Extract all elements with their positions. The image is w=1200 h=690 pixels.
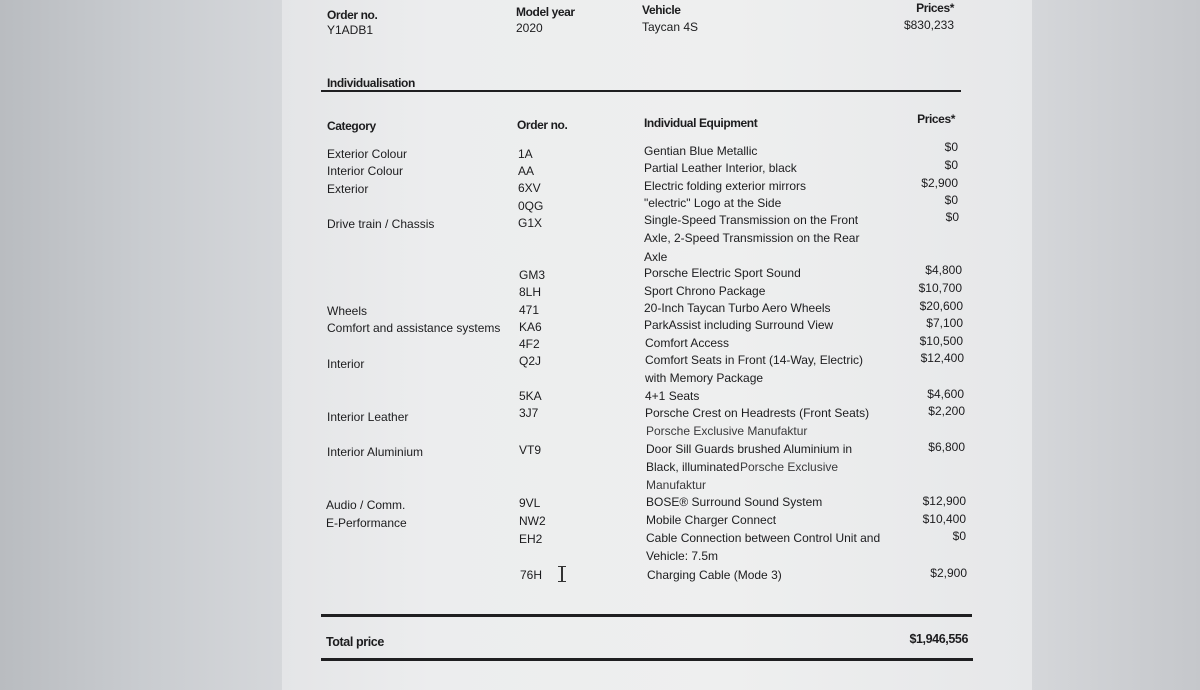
- equipment-line: "electric" Logo at the Side: [644, 196, 782, 210]
- text-cursor-icon: [557, 566, 567, 582]
- order-code: 471: [519, 303, 540, 317]
- vehicle-label: Vehicle: [642, 3, 681, 17]
- category-label: Drive train / Chassis: [327, 217, 435, 231]
- equipment-line: BOSE® Surround Sound System: [646, 495, 823, 509]
- price-value: $2,900: [930, 566, 967, 580]
- price-value: $2,900: [921, 176, 958, 190]
- price-value: $7,100: [926, 316, 963, 330]
- order-code: Q2J: [519, 354, 542, 368]
- category-label: Interior Leather: [327, 410, 409, 424]
- order-code: 5KA: [519, 389, 542, 403]
- equipment-line: 4+1 Seats: [645, 389, 700, 403]
- equipment-line: Cable Connection between Control Unit and: [646, 531, 881, 545]
- price-value: $0: [944, 140, 958, 154]
- equipment-line: Manufaktur: [646, 478, 707, 492]
- price-value: $20,600: [919, 299, 963, 313]
- prices-column-header: Prices*: [917, 112, 955, 126]
- order-code: AA: [518, 164, 535, 178]
- equipment-line: Axle: [644, 250, 668, 264]
- order-no-header-value: Y1ADB1: [327, 23, 374, 37]
- equipment-line: Axle, 2-Speed Transmission on the Rear: [644, 231, 860, 245]
- equipment-line: Door Sill Guards brushed Aluminium in: [646, 442, 853, 456]
- price-value: $0: [945, 210, 959, 224]
- price-value: $10,700: [918, 281, 962, 295]
- section-divider: [321, 90, 961, 92]
- equipment-line: with Memory Package: [645, 371, 764, 385]
- total-bottom-divider: [321, 658, 973, 661]
- order-code: 76H: [520, 568, 543, 582]
- equipment-line: Comfort Access: [645, 336, 730, 350]
- equipment-line: Black, illuminated: [646, 460, 740, 474]
- category-label: Exterior: [327, 182, 369, 196]
- equipment-line: Partial Leather Interior, black: [644, 161, 797, 175]
- price-value: $10,500: [919, 334, 963, 348]
- equipment-column-header: Individual Equipment: [644, 116, 758, 130]
- equipment-line: Porsche Electric Sport Sound: [644, 266, 801, 280]
- category-label: Wheels: [327, 304, 368, 318]
- order-no-column-header: Order no.: [517, 118, 568, 132]
- equipment-line: ParkAssist including Surround View: [644, 318, 834, 332]
- order-code: 9VL: [519, 496, 541, 510]
- price-value: $2,200: [928, 404, 965, 418]
- order-code: EH2: [519, 532, 543, 546]
- category-label: E-Performance: [326, 516, 407, 530]
- equipment-line: Comfort Seats in Front (14-Way, Electric): [645, 353, 864, 367]
- price-value: $0: [952, 529, 966, 543]
- order-no-header-label: Order no.: [327, 8, 378, 22]
- order-code: 6XV: [518, 181, 541, 195]
- model-year-label: Model year: [516, 5, 575, 19]
- equipment-line: Porsche Crest on Headrests (Front Seats): [645, 406, 870, 420]
- equipment-line: Sport Chrono Package: [644, 284, 766, 298]
- equipment-line: Vehicle: 7.5m: [646, 549, 719, 563]
- order-code: NW2: [519, 514, 546, 528]
- order-code: KA6: [519, 320, 542, 334]
- category-label: Audio / Comm.: [326, 498, 406, 512]
- order-code: 8LH: [519, 285, 542, 299]
- price-value: $12,900: [922, 494, 966, 508]
- category-label: Exterior Colour: [327, 147, 408, 161]
- total-price-label: Total price: [326, 635, 384, 649]
- order-code: G1X: [518, 216, 543, 230]
- order-code: 0QG: [518, 199, 544, 213]
- vehicle-value: Taycan 4S: [642, 20, 699, 34]
- category-label: Interior: [327, 357, 365, 371]
- category-label: Interior Aluminium: [327, 445, 424, 459]
- equipment-line: Porsche Exclusive: [740, 460, 839, 474]
- order-code: 3J7: [519, 406, 539, 420]
- equipment-line: Porsche Exclusive Manufaktur: [646, 424, 808, 438]
- price-value: $10,400: [922, 512, 966, 526]
- category-label: Comfort and assistance systems: [327, 321, 501, 335]
- price-value: $6,800: [928, 440, 965, 454]
- equipment-line: Mobile Charger Connect: [646, 513, 777, 527]
- category-label: Interior Colour: [327, 164, 404, 178]
- price-value: $4,600: [927, 387, 964, 401]
- equipment-line: Charging Cable (Mode 3): [647, 568, 782, 582]
- order-code: GM3: [519, 268, 546, 282]
- order-code: 1A: [518, 147, 533, 161]
- total-price-value: $1,946,556: [909, 632, 968, 646]
- model-year-value: 2020: [516, 21, 543, 35]
- price-value: $12,400: [920, 351, 964, 365]
- order-code: 4F2: [519, 337, 540, 351]
- price-value: $0: [944, 193, 958, 207]
- section-title: Individualisation: [327, 76, 415, 90]
- price-value: $0: [944, 158, 958, 172]
- category-column-header: Category: [327, 119, 376, 133]
- equipment-line: Gentian Blue Metallic: [644, 144, 758, 158]
- prices-header-label: Prices*: [916, 1, 954, 15]
- equipment-line: Electric folding exterior mirrors: [644, 179, 807, 193]
- equipment-line: Single-Speed Transmission on the Front: [644, 213, 859, 227]
- total-top-divider: [321, 614, 972, 617]
- prices-header-value: $830,233: [903, 18, 954, 32]
- equipment-line: 20-Inch Taycan Turbo Aero Wheels: [644, 301, 831, 315]
- price-value: $4,800: [925, 263, 962, 277]
- order-code: VT9: [519, 443, 542, 457]
